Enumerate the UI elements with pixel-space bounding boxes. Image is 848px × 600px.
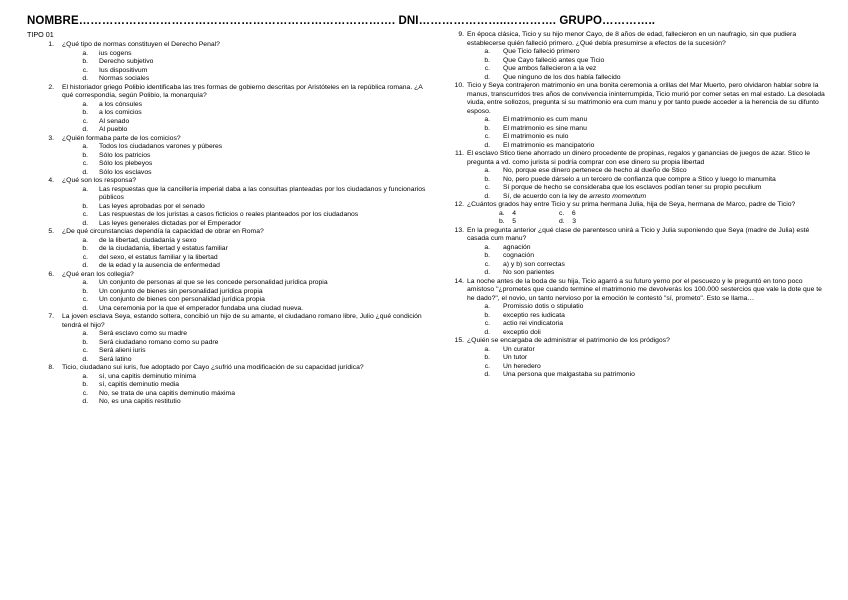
question-block [27,41,432,84]
student-info-header: NOMBRE………………………………………………………………………. DNI…………………..…………. GRUPO………….. [27,15,656,27]
option-text: Normas sociales [99,75,150,82]
option-letter: a. [82,236,88,244]
option-letter: b. [82,202,88,210]
answer-option [62,67,432,76]
option-text: El matrimonio es cum manu [503,116,588,123]
answer-option [62,296,432,305]
option-letter: b. [484,311,490,319]
answer-option [62,373,432,382]
answer-option [467,184,827,193]
answer-option [62,186,432,203]
question-number: 11. [455,150,464,157]
option-letter: a. [82,49,88,57]
question-body: ¿Qué tipo de normas constituyen el Derecho Penal? [62,41,220,48]
option-text: Una ceremonia por la que el emperador fundaba una ciudad nueva. [99,304,304,312]
question-body: El esclavo Stico tiene ahorrado un dinero procedente de propinas, regalos y ganancias de juegos de azar. Stico le pregunta a vd. como jurista si podría comprar con ese dinero su propia libertad [467,150,811,166]
answer-option [467,261,827,270]
option-text: actio rei vindicatoria [503,320,564,327]
answer-option [467,167,827,176]
option-letter: a. [82,143,88,150]
question-body: En la pregunta anterior ¿qué clase de parentesco unirá a Ticio y Julia suponiendo que Seya (madre de Julia) esté casada cum manu? [467,226,810,242]
option-letter: d. [484,73,490,81]
answer-option [467,65,827,74]
question-text [27,313,432,330]
question-block [451,227,827,278]
option-letter: d. [82,262,88,269]
option-text: Será ciudadano romano como su padre [99,338,219,346]
option-letter: d. [82,126,88,133]
option-letter: c. [82,296,88,303]
option-text: No, pero puede dárselo a un tercero de confianza que compre a Stico y luego lo manumita [503,175,776,183]
question-text [451,82,827,116]
option-text: Las respuestas de los juristas a casos ficticios o reales planteados por los ciudadanos [99,211,359,218]
option-text: Será alieni iuris [99,347,146,354]
option-letter: a. [82,279,88,286]
option-letter: c. [484,362,490,370]
option-text: Sí, de acuerdo con la ley de [503,192,590,200]
question-number: 2. [48,83,54,91]
option-text: a los comicios [99,109,142,116]
option-letter: b. [484,354,490,361]
option-letter: b. [82,287,88,295]
question-block [451,82,827,150]
answer-options [27,237,432,271]
option-letter: a. [82,100,88,108]
option-letter: c. [82,347,88,354]
option-text: Un tutor [503,354,528,361]
option-text: Todos los ciudadanos varones y púberes [99,143,223,150]
answer-option [62,75,432,84]
question-body: En época clásica, Ticio y su hijo menor Cayo, de 8 años de edad, fallecieron en un naufragio, sin que pudiera establecerse quién falleció primero. ¿Qué debía presumirse a efectos de la sucesión? [467,31,797,47]
left-question-column [27,41,432,407]
question-block [27,177,432,228]
option-letter: d. [82,75,88,82]
answer-option [62,254,432,263]
question-block [27,84,432,135]
answer-option [62,390,432,399]
option-emphasis: arresto momentum [589,192,647,200]
option-letter: b. [82,381,88,388]
question-text [27,41,432,50]
option-letter: b. [82,109,88,116]
option-text: Al senado [99,117,130,125]
option-letter: a. [484,48,490,55]
question-body: ¿De qué circunstancias dependía la capacidad de obrar en Roma? [62,228,264,235]
option-letter: a. [484,243,490,251]
question-block [27,271,432,314]
question-text [27,271,432,280]
option-letter: b. [82,245,88,252]
option-letter: a. [82,372,88,380]
option-letter: c. [82,389,88,397]
question-number: 12. [454,201,464,208]
answer-option [62,203,432,212]
question-number: 6. [48,270,54,278]
answer-option [62,220,432,229]
question-block [27,228,432,271]
option-text: El matrimonio es mancipatorio [503,141,595,149]
answer-options [27,186,432,229]
question-body: ¿Quién formaba parte de los comicios? [62,134,181,142]
option-text: Sólo los patricios [99,151,151,159]
answer-option [62,211,432,220]
question-body: ¿Qué eran los collegia? [62,270,134,278]
answer-option [467,142,827,151]
answer-option [62,288,432,297]
option-text: de la edad y la ausencia de enfermedad [99,262,220,269]
answer-option [467,252,827,261]
answer-option [62,305,432,314]
question-number: 3. [48,134,54,142]
option-text: Un conjunto de bienes sin personalidad jurídica propia [99,287,263,295]
option-text: exceptio res iudicata [503,311,565,319]
answer-option [467,329,827,338]
question-number: 13. [454,226,464,234]
answer-option [62,169,432,178]
answer-option: c. 6 [559,209,576,217]
answer-option [467,354,827,363]
option-letter: b. [484,175,490,183]
answer-options [27,101,432,135]
question-number: 7. [48,313,54,320]
option-letter: d. [484,141,490,149]
answer-options [27,50,432,84]
question-block [451,201,827,227]
option-text: El matrimonio es sine manu [503,124,587,132]
option-letter: d. [484,328,490,336]
answer-option [62,143,432,152]
question-body: La noche antes de la boda de su hija, Ticio agarró a su futuro yerno por el pescuezo y le preguntó en tono poco amistoso "¿prometes que cuando termine el matrimonio me devolverás los 100.000 sestercios que vale la dote que te he dado?", el novio, un tanto nervioso por la emoción le contestó "sí, prometo". Esto se llama… [467,277,822,302]
option-text: Un conjunto de personas al que se les concede personalidad jurídica propia [99,279,328,286]
option-text: exceptio doli [503,328,541,336]
option-text: Sí porque de hecho se consideraba que los esclavos podían tener su propio peculium [503,184,762,191]
answer-option [62,101,432,110]
question-block [451,150,827,201]
option-text: Ius dispositivum [99,66,148,74]
answer-options [27,330,432,364]
option-text: a) y b) son correctas [503,260,565,268]
option-text: agnación [503,243,531,251]
option-letter: c. [82,66,88,74]
option-text: ius cogens [99,49,132,57]
option-letter: a. [82,185,88,193]
question-text [27,228,432,237]
option-text: Un curator [503,345,535,353]
option-text: Las leyes aprobadas por el senado [99,202,205,210]
answer-option [62,245,432,254]
option-text: No, se trata de una capitis deminutio máxima [99,389,236,397]
answer-options [451,346,827,380]
question-number: 15. [454,337,464,344]
option-text: No, es una capitis restitutio [99,398,181,405]
answer-option [467,133,827,142]
option-letter: d. [484,269,490,276]
answer-option [62,118,432,127]
option-text: a los cónsules [99,100,143,108]
question-number: 8. [48,364,54,371]
answer-option: a. 4 [499,209,517,217]
option-text: No son parientes [503,269,555,276]
question-text [451,227,827,244]
option-letter: c. [82,117,88,125]
question-body: ¿Qué son los responsa? [62,177,137,184]
answer-option [467,371,827,380]
answer-option [62,356,432,365]
answer-options [451,116,827,150]
option-text: El matrimonio es nulo [503,133,569,140]
option-letter: d. [82,304,88,312]
option-letter: c. [484,320,490,327]
answer-option [467,48,827,57]
answer-option [62,330,432,339]
answer-option [62,339,432,348]
question-text [27,364,432,373]
answer-option [62,58,432,67]
option-letter: a. [484,345,490,353]
option-letter: a. [484,116,490,123]
option-letter: d. [82,355,88,363]
question-number: 1. [48,41,54,48]
answer-option [62,381,432,390]
answer-options-grid [486,210,827,227]
option-text: Las respuestas que la cancillería imperial daba a las consultas planteadas por los ciudadanos y funcionarios públicos [99,185,426,201]
option-text: Derecho subjetivo [99,58,154,65]
question-text [451,337,827,346]
answer-option [467,74,827,83]
question-body: El historiador griego Polibio identificaba las tres formas de gobierno descritas por Aristóteles en la república romana. ¿A qué correspondía, según Polibio, la monarquía? [62,83,423,99]
option-text: Las leyes generales dictadas por el Emperador [99,219,242,227]
question-block [451,31,827,82]
option-text: cognación [503,252,534,259]
answer-option [62,347,432,356]
answer-options [451,303,827,337]
question-block [27,135,432,178]
answer-options [451,167,827,201]
answer-options [451,48,827,82]
question-block [27,313,432,364]
option-letter: b. [82,338,88,346]
right-question-column [451,31,827,380]
question-block [27,364,432,407]
answer-option [467,244,827,253]
answer-option [467,363,827,372]
option-letter: d. [82,398,88,405]
option-text: Un heredero [503,362,541,370]
option-letter: b. [484,56,490,64]
question-number: 14. [454,277,464,285]
question-body: ¿Quién se encargaba de administrar el patrimonio de los pródigos? [467,337,670,344]
answer-option [467,176,827,185]
answer-option [467,346,827,355]
option-text: Un conjunto de bienes con personalidad jurídica propia [99,296,265,303]
answer-option [467,116,827,125]
option-letter: c. [82,211,88,218]
answer-option [62,160,432,169]
question-number: 4. [48,177,54,184]
question-block [451,278,827,338]
question-body: Ticio, ciudadano sui iuris, fue adoptado por Cayo ¿sufrió una modificación de su capacidad jurídica? [62,364,364,371]
question-text [27,177,432,186]
option-letter: d. [82,219,88,227]
answer-option [467,320,827,329]
answer-option [467,57,827,66]
answer-option [62,237,432,246]
answer-option: b. 5 [499,218,517,225]
option-text: del sexo, el estatus familiar y la libertad [99,253,218,261]
answer-option [62,50,432,59]
question-block [451,337,827,380]
answer-option [62,398,432,407]
option-text: Que Ticio falleció primero [503,48,580,55]
option-text: Una persona que malgastaba su patrimonio [503,371,635,378]
option-text: Al pueblo [99,126,128,133]
answer-options [27,143,432,177]
option-text: Que Cayo falleció antes que Ticio [503,56,605,64]
answer-option [62,126,432,135]
option-letter: c. [484,65,490,72]
answer-option [62,279,432,288]
option-text: sí, una capitis deminutio mínima [99,372,197,380]
option-letter: c. [82,253,88,261]
option-text: Será esclavo como su madre [99,330,188,337]
option-text: de la ciudadanía, libertad y estatus familiar [99,245,228,252]
question-number: 5. [48,228,54,235]
option-letter: c. [82,160,88,167]
question-text [451,278,827,304]
option-text: Que ambos fallecieron a la vez [503,65,597,72]
option-letter: d. [484,371,490,378]
answer-options [27,373,432,407]
option-text: de la libertad, ciudadanía y sexo [99,236,197,244]
answer-option [467,312,827,321]
option-letter: d. [484,192,490,200]
option-letter: a. [82,330,88,337]
question-number: 10. [454,82,464,89]
option-letter: b. [484,124,490,132]
question-text [27,135,432,144]
option-text: No, porque ese dinero pertenece de hecho al dueño de Stico [503,167,687,174]
answer-options [451,244,827,278]
question-number: 9. [458,31,464,38]
option-text: Sólo los plebeyos [99,160,153,167]
answer-option: d. 3 [559,218,577,225]
answer-option [467,125,827,134]
question-body: Ticio y Seya contrajeron matrimonio en una bonita ceremonia a orillas del Mar Muerto, pero olvidaron hablar sobre la manus, transcurridos tres años de convivencia ininterrumpida, Ticio murió por comer setas en mal estado. La desolada viuda, entre sollozos, pregunta si su matrimonio era cum manu y por tanto puede acceder a la herencia de su difunto esposo. [467,82,825,115]
option-letter: b. [82,151,88,159]
answer-option [62,152,432,161]
answer-option [62,109,432,118]
option-letter: c. [484,133,490,140]
option-letter: c. [484,260,490,268]
question-body: ¿Cuántos grados hay entre Ticio y su prima hermana Julia, hija de Seya, hermana de Marco, padre de Ticio? [467,201,796,208]
option-letter: b. [484,252,490,259]
answer-option [467,269,827,278]
option-text: sí, capitis deminutio media [99,381,180,388]
option-letter: a. [484,303,490,310]
question-text [451,201,827,210]
option-letter: c. [484,184,490,191]
exam-type-label: TIPO 01 [27,30,54,39]
option-letter: d. [82,168,88,176]
option-letter: a. [484,167,490,174]
question-body: La joven esclava Seya, estando soltera, concibió un hijo de su amante, el ciudadano romano libre, Julio ¿qué condición tendrá el hijo? [62,313,422,329]
answer-option [62,262,432,271]
answer-options [27,279,432,313]
option-text: Que ninguno de los dos había fallecido [503,73,621,81]
option-text: Sólo los esclavos [99,168,152,176]
answer-option [467,193,827,202]
question-text [27,84,432,101]
option-text: Promissio dotis o stipulatio [503,303,584,310]
option-text: Será latino [99,355,132,363]
question-text [451,150,827,167]
question-text [451,31,827,48]
option-letter: b. [82,58,88,65]
answer-option [467,303,827,312]
